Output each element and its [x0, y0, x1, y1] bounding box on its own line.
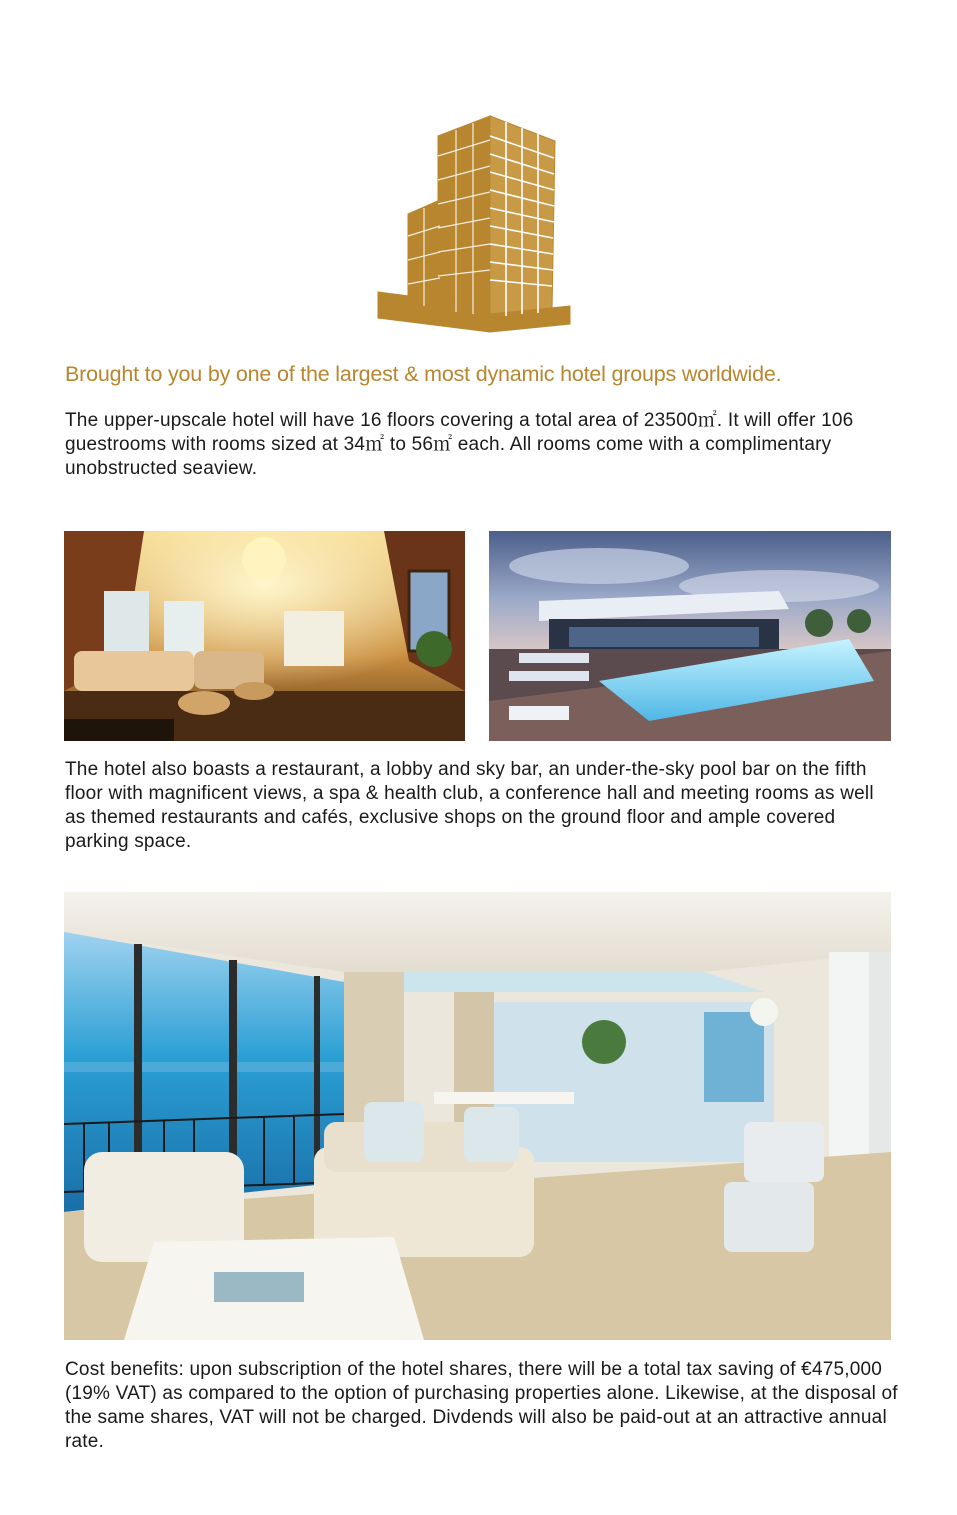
seaview-suite-photo: [64, 892, 891, 1340]
cost-benefits-paragraph: Cost benefits: upon subscription of the hotel shares, there will be a total tax saving of €475,000 (19% VAT) as compared to the option of purchasing properties alone. Likewise, at the disposal of the same shares, VAT will not be charged. Divdends will also be paid-out at an attractive annual rate.: [65, 1359, 898, 1452]
intro-paragraph: The upper-upscale hotel will have 16 floors covering a total area of 23500㎡. It will offer 106 guestrooms with rooms sized at 34㎡ to 56㎡ each. All rooms come with a complimentary unobstructed seaview.: [65, 410, 854, 479]
rooftop-pool-photo: [489, 531, 891, 741]
amenities-paragraph: The hotel also boasts a restaurant, a lobby and sky bar, an under-the-sky pool bar on the fifth floor with magnificent views, a spa & health club, a conference hall and meeting rooms as well as themed restaurants and cafés, exclusive shops on the ground floor and ample covered parking space.: [65, 759, 874, 852]
hotel-lobby-photo: [64, 531, 465, 741]
hotel-building-icon: [370, 96, 580, 336]
tagline: Brought to you by one of the largest & most dynamic hotel groups worldwide.: [65, 362, 782, 386]
